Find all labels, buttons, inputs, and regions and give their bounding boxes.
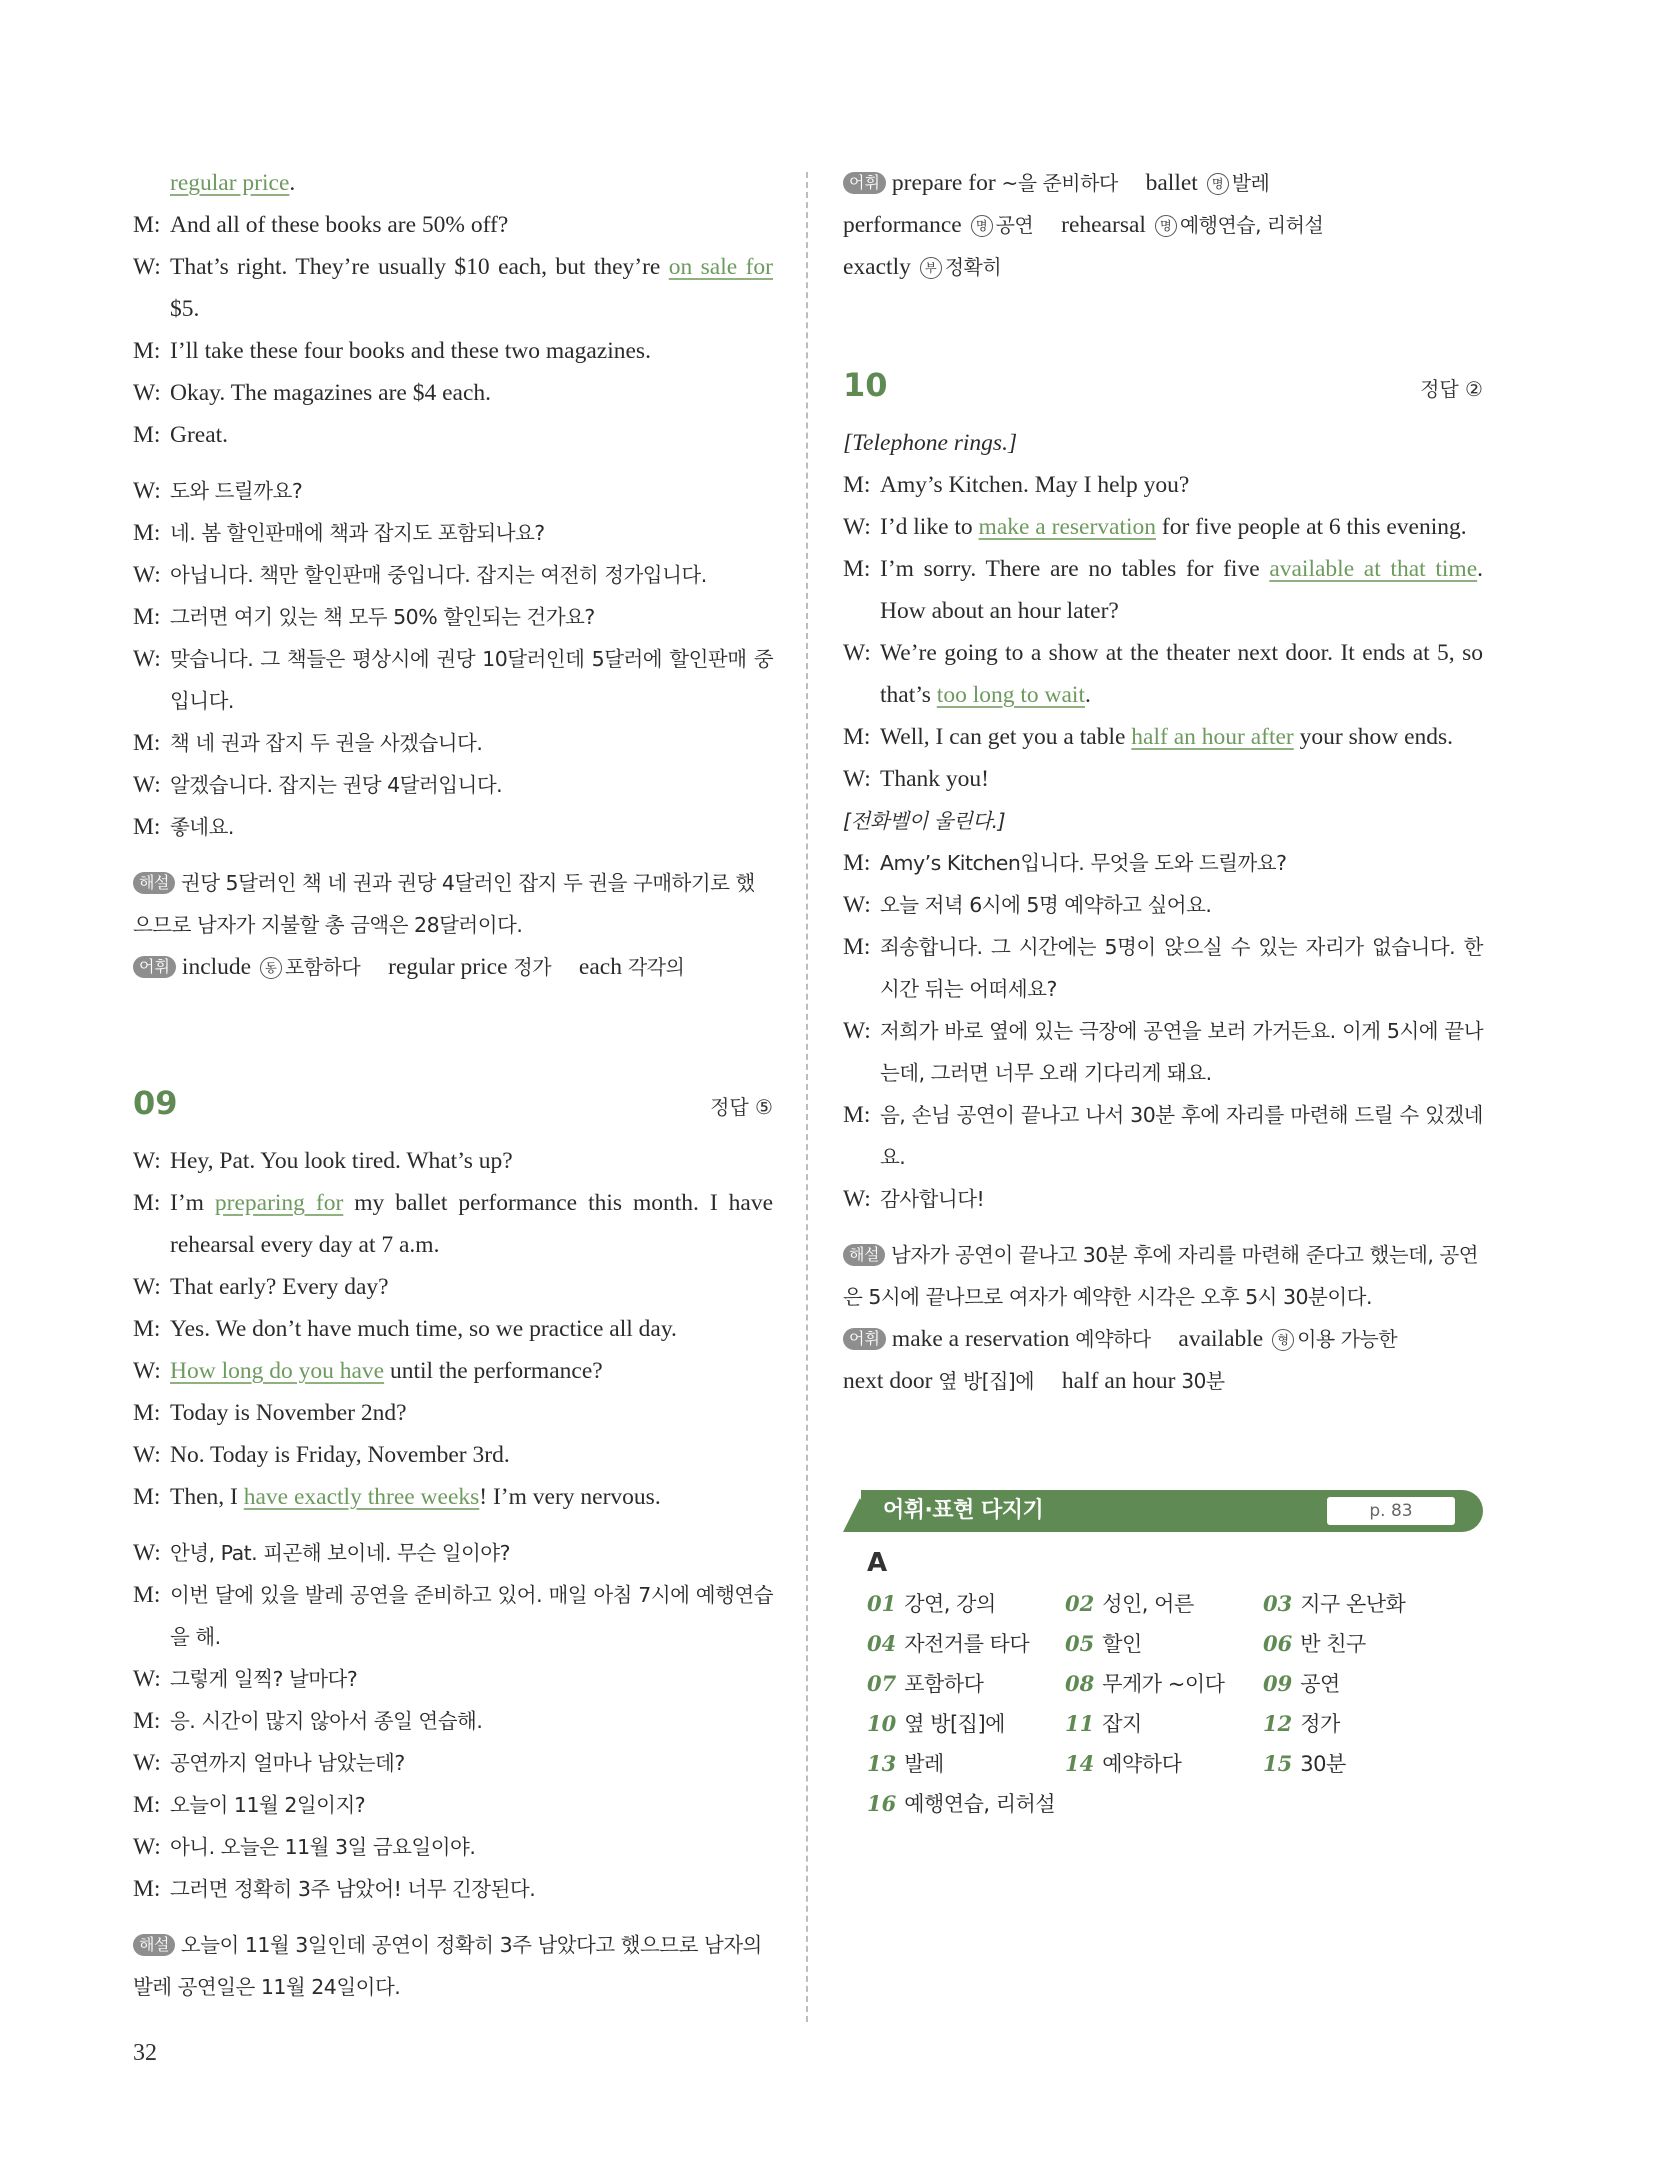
speaker-label: W: xyxy=(133,1750,161,1776)
speaker-label: W: xyxy=(843,1186,871,1212)
dialog-text xyxy=(170,330,773,372)
review-item-text: 지구 온난화 xyxy=(1300,1592,1406,1616)
text-run: until the performance? xyxy=(384,1358,603,1384)
speaker-label: M: xyxy=(133,1876,161,1902)
speaker-label xyxy=(133,162,170,204)
dialog-line xyxy=(843,1010,1483,1094)
text-run: I’m xyxy=(170,1190,215,1216)
review-item-number: 16 xyxy=(867,1791,897,1816)
dialog-text: 그렇게 일찍? 날마다? xyxy=(170,1667,358,1691)
review-item-text: 강연, 강의 xyxy=(904,1592,996,1616)
text-run: That early? Every day? xyxy=(170,1274,389,1300)
speaker-label: W: xyxy=(133,1274,161,1300)
review-item-text: 잡지 xyxy=(1102,1712,1142,1736)
speaker-label: W: xyxy=(843,766,871,792)
speaker-label: M: xyxy=(843,850,871,876)
speaker-label: M: xyxy=(133,814,161,840)
dialog-text: 감사합니다! xyxy=(880,1187,985,1211)
text-run: . xyxy=(1084,682,1091,708)
question-number: 10 xyxy=(843,366,888,404)
dialog-line xyxy=(133,806,773,848)
dialog-text: 이번 달에 있을 발레 공연을 준비하고 있어. 매일 아침 7시에 예행연습을 해. xyxy=(170,1583,773,1649)
page-number: 32 xyxy=(133,2040,157,2066)
dialog-line xyxy=(133,764,773,806)
key-phrase: available at that time xyxy=(1269,556,1478,582)
vocab-item xyxy=(1178,1326,1397,1352)
text-run: ! I’m very nervous. xyxy=(479,1484,661,1510)
dialog-text xyxy=(880,716,1483,758)
review-item-text: 포함하다 xyxy=(904,1672,984,1696)
speaker-label: M: xyxy=(843,1102,871,1128)
review-item-text: 정가 xyxy=(1300,1712,1340,1736)
dialog-text: Amy’s Kitchen입니다. 무엇을 도와 드릴까요? xyxy=(880,851,1287,875)
review-item-text: 공연 xyxy=(1300,1672,1340,1696)
vocabulary-tag: 어휘 xyxy=(843,172,886,194)
dialog-line xyxy=(133,1742,773,1784)
explanation-10: 해설 남자가 공연이 끝나고 30분 후에 자리를 마련해 준다고 했는데, 공연은 5시에 끝나므로 여자가 예약한 시각은 오후 5시 30분이다. xyxy=(843,1243,1479,1309)
vocab-meaning: 예행연습, 리허설 xyxy=(1179,213,1324,237)
dialog-text: 좋네요. xyxy=(170,815,234,839)
dialog-line xyxy=(133,1182,773,1266)
dialog-line xyxy=(133,414,773,456)
review-item xyxy=(867,1704,1065,1744)
dialog-text: 네. 봄 할인판매에 책과 잡지도 포함되나요? xyxy=(170,521,545,545)
right-column xyxy=(843,162,1483,1824)
vocab-meaning: 정가 xyxy=(513,955,552,979)
dialog-text: 그러면 여기 있는 책 모두 50% 할인되는 건가요? xyxy=(170,605,595,629)
dialog-line xyxy=(133,1350,773,1392)
speaker-label: W: xyxy=(133,380,161,406)
speaker-label: W: xyxy=(133,254,161,280)
text-run: Well, I can get you a table xyxy=(880,724,1132,750)
speaker-label: W: xyxy=(133,1834,161,1860)
review-item-number: 03 xyxy=(1263,1591,1293,1616)
vocab-meaning: 30분 xyxy=(1181,1369,1225,1393)
vocab-meaning: 공연 xyxy=(995,213,1034,237)
text-run: Great. xyxy=(170,422,229,448)
dialog-line xyxy=(133,372,773,414)
dialog-text xyxy=(170,246,773,330)
text-run: And all of these books are 50% off? xyxy=(170,212,509,238)
vocab-word: each xyxy=(578,954,628,980)
dialog-line xyxy=(133,162,773,204)
vocab-word: regular price xyxy=(388,954,514,980)
review-item-text: 옆 방[집]에 xyxy=(904,1712,1005,1736)
dialog-line xyxy=(133,1140,773,1182)
dialog-text: 그러면 정확히 3주 남았어! 너무 긴장된다. xyxy=(170,1877,536,1901)
key-phrase: on sale for xyxy=(668,254,774,280)
review-page-ref: p. 83 xyxy=(1327,1497,1455,1525)
explanation-top: 해설 권당 5달러인 책 네 권과 권당 4달러인 잡지 두 권을 구매하기로 했으므로 남자가 지불할 총 금액은 28달러이다. xyxy=(133,871,755,937)
review-item xyxy=(1065,1624,1263,1664)
review-item-number: 08 xyxy=(1065,1671,1095,1696)
dialog-line xyxy=(133,638,773,722)
review-item-number: 01 xyxy=(867,1591,897,1616)
speaker-label: M: xyxy=(133,1582,161,1608)
speaker-label: W: xyxy=(133,562,161,588)
dialog-line xyxy=(843,1094,1483,1178)
speaker-label: M: xyxy=(133,730,161,756)
speaker-label: M: xyxy=(133,1484,161,1510)
review-item-number: 14 xyxy=(1065,1751,1095,1776)
vocabulary-10 xyxy=(843,1318,1483,1402)
speaker-label: W: xyxy=(843,514,871,540)
dialog-line xyxy=(133,1476,773,1518)
dialog-line xyxy=(843,884,1483,926)
review-item xyxy=(867,1664,1065,1704)
review-item xyxy=(1263,1704,1483,1744)
text-run: Hey, Pat. You look tired. What’s up? xyxy=(170,1148,513,1174)
dialog-line xyxy=(843,464,1483,506)
dialog-text xyxy=(170,414,773,456)
key-phrase: half an hour after xyxy=(1131,724,1294,750)
speaker-label: M: xyxy=(843,934,871,960)
answer-label: 정답 ② xyxy=(1420,377,1483,401)
text-run: I’ll take these four books and these two magazines. xyxy=(170,338,651,364)
speaker-label: M: xyxy=(133,604,161,630)
dialog-text: 오늘 저녁 6시에 5명 예약하고 싶어요. xyxy=(880,893,1212,917)
review-title: 어휘·표현 다지기 xyxy=(883,1498,1044,1523)
key-phrase: too long to wait xyxy=(936,682,1085,708)
review-item-text: 예행연습, 리허설 xyxy=(904,1792,1056,1816)
review-item xyxy=(1263,1744,1483,1784)
vocabulary-top xyxy=(133,946,773,988)
review-item-number: 04 xyxy=(867,1631,897,1656)
dialog-text: 응. 시간이 많지 않아서 종일 연습해. xyxy=(170,1709,483,1733)
review-item xyxy=(1065,1584,1263,1624)
question-10-header xyxy=(843,366,1483,422)
dialog-line xyxy=(133,596,773,638)
speaker-label: W: xyxy=(843,892,871,918)
dialog-line xyxy=(133,1308,773,1350)
dialog-text: 아니. 오늘은 11월 3일 금요일이야. xyxy=(170,1835,476,1859)
vocab-meaning: 각각의 xyxy=(627,955,685,979)
review-item-number: 02 xyxy=(1065,1591,1095,1616)
dialog-text: 맞습니다. 그 책들은 평상시에 권당 10달러인데 5달러에 할인판매 중입니다. xyxy=(170,647,773,713)
dialog-text: 아닙니다. 책만 할인판매 중입니다. 잡지는 여전히 정가입니다. xyxy=(170,563,707,587)
dialog-line xyxy=(133,1434,773,1476)
dialog-english-top xyxy=(133,162,773,456)
vocabulary-09 xyxy=(843,162,1483,288)
speaker-label: W: xyxy=(133,1358,161,1384)
dialog-line xyxy=(843,758,1483,800)
explanation-tag: 해설 xyxy=(133,1934,175,1956)
dialog-line xyxy=(133,1532,773,1574)
vocab-word: available xyxy=(1178,1326,1270,1352)
key-phrase: preparing for xyxy=(214,1190,344,1216)
vocab-word: make a reservation xyxy=(891,1326,1076,1352)
explanation-tag: 해설 xyxy=(133,872,175,894)
dialog-line xyxy=(843,548,1483,632)
speaker-label: M: xyxy=(843,472,871,498)
review-item xyxy=(1065,1704,1263,1744)
dialog-text: 공연까지 얼마나 남았는데? xyxy=(170,1751,405,1775)
text-run: Okay. The magazines are $4 each. xyxy=(170,380,492,406)
dialog-line xyxy=(843,1178,1483,1220)
dialog-text xyxy=(170,162,773,204)
vocab-meaning: 옆 방[집]에 xyxy=(938,1369,1035,1393)
dialog-text: 죄송합니다. 그 시간에는 5명이 앉으실 수 있는 자리가 없습니다. 한 시간 뒤는 어떠세요? xyxy=(880,935,1483,1001)
vocab-item xyxy=(892,1326,1151,1352)
vocabulary-tag: 어휘 xyxy=(843,1328,886,1350)
dialog-text: 알겠습니다. 잡지는 권당 4달러입니다. xyxy=(170,773,503,797)
speaker-label: W: xyxy=(133,1442,161,1468)
vocab-item xyxy=(843,212,1033,238)
review-item-text: 성인, 어른 xyxy=(1102,1592,1194,1616)
dialog-text xyxy=(170,1434,773,1476)
speaker-label: M: xyxy=(843,724,871,750)
text-run: Yes. We don’t have much time, so we practice all day. xyxy=(170,1316,677,1342)
vocab-word: include xyxy=(181,954,257,980)
dialog-text: 음, 손님 공연이 끝나고 나서 30분 후에 자리를 마련해 드릴 수 있겠네요. xyxy=(880,1103,1483,1169)
part-of-speech-icon: 명 xyxy=(1207,173,1229,195)
review-item-text: 자전거를 타다 xyxy=(904,1632,1030,1656)
vocab-item xyxy=(843,1368,1034,1394)
vocab-meaning: 포함하다 xyxy=(284,955,361,979)
stage-direction-korean: [전화벨이 울린다.] xyxy=(843,809,1006,833)
dialog-line xyxy=(843,716,1483,758)
review-item xyxy=(1065,1664,1263,1704)
review-item-number: 13 xyxy=(867,1751,897,1776)
part-of-speech-icon: 형 xyxy=(1272,1329,1294,1351)
review-item-number: 10 xyxy=(867,1711,897,1736)
review-item-text: 할인 xyxy=(1102,1632,1142,1656)
review-item xyxy=(1263,1584,1483,1624)
vocab-item xyxy=(388,954,551,980)
vocab-word: next door xyxy=(843,1368,939,1394)
dialog-line xyxy=(133,330,773,372)
dialog-line xyxy=(133,722,773,764)
dialog-korean-top xyxy=(133,470,773,848)
dialog-line xyxy=(843,632,1483,716)
vocab-meaning: 발레 xyxy=(1231,171,1270,195)
speaker-label: M: xyxy=(133,1400,161,1426)
vocab-word: exactly xyxy=(843,254,917,280)
dialog-text xyxy=(170,1140,773,1182)
dialog-english-09 xyxy=(133,1140,773,1518)
dialog-text xyxy=(170,1266,773,1308)
dialog-line xyxy=(133,554,773,596)
text-run: your show ends. xyxy=(1293,724,1454,750)
dialog-text xyxy=(170,1308,773,1350)
review-item xyxy=(1065,1744,1263,1784)
review-item-number: 11 xyxy=(1065,1711,1095,1736)
key-phrase: make a reservation xyxy=(978,514,1157,540)
text-run: I’d like to xyxy=(880,514,979,540)
review-banner xyxy=(843,1490,1483,1532)
vocab-word: prepare for xyxy=(891,170,1002,196)
dialog-korean-09 xyxy=(133,1532,773,1910)
dialog-text xyxy=(170,1350,773,1392)
review-item-text: 무게가 ~이다 xyxy=(1102,1672,1225,1696)
review-item-number: 05 xyxy=(1065,1631,1095,1656)
text-run: We’re going to a show at the theater next door. It ends at 5, so that’s xyxy=(880,640,1483,708)
review-item xyxy=(1263,1664,1483,1704)
text-run: No. Today is Friday, November 3rd. xyxy=(170,1442,510,1468)
dialog-text: 안녕, Pat. 피곤해 보이네. 무슨 일이야? xyxy=(170,1541,510,1565)
vocab-meaning: 예약하다 xyxy=(1075,1327,1151,1351)
dialog-text xyxy=(170,1392,773,1434)
text-run: Thank you! xyxy=(880,766,989,792)
speaker-label: W: xyxy=(843,1018,871,1044)
dialog-line xyxy=(133,1868,773,1910)
speaker-label: W: xyxy=(133,1148,161,1174)
speaker-label: M: xyxy=(133,212,161,238)
speaker-label: M: xyxy=(133,1792,161,1818)
dialog-text xyxy=(880,632,1483,716)
vocab-meaning: 이용 가능한 xyxy=(1297,1327,1398,1351)
review-item-number: 12 xyxy=(1263,1711,1293,1736)
text-run: my ballet performance this month. I have rehearsal every day at 7 a.m. xyxy=(170,1190,773,1258)
vocabulary-tag: 어휘 xyxy=(133,956,176,978)
speaker-label: W: xyxy=(133,1666,161,1692)
vocab-word: half an hour xyxy=(1061,1368,1182,1394)
review-item xyxy=(1263,1624,1483,1664)
dialog-line xyxy=(133,1784,773,1826)
speaker-label: W: xyxy=(133,478,161,504)
speaker-label: M: xyxy=(133,1190,161,1216)
text-run: Today is November 2nd? xyxy=(170,1400,407,1426)
vocab-meaning: ~을 준비하다 xyxy=(1001,171,1118,195)
dialog-text: 오늘이 11월 2일이지? xyxy=(170,1793,366,1817)
vocab-item xyxy=(1146,170,1270,196)
dialog-line xyxy=(843,842,1483,884)
review-item xyxy=(867,1744,1065,1784)
vocab-item xyxy=(843,254,1001,280)
vocab-item xyxy=(892,170,1118,196)
review-item xyxy=(867,1784,1065,1824)
dialog-text xyxy=(170,372,773,414)
text-run: . How about an hour later? xyxy=(880,556,1483,624)
dialog-text xyxy=(170,1476,773,1518)
review-answer-grid xyxy=(867,1584,1483,1824)
review-item-text: 30분 xyxy=(1300,1752,1346,1776)
speaker-label: W: xyxy=(133,646,161,672)
review-item-number: 06 xyxy=(1263,1631,1293,1656)
dialog-line xyxy=(133,246,773,330)
dialog-line xyxy=(843,506,1483,548)
dialog-korean-10 xyxy=(843,842,1483,1220)
speaker-label: M: xyxy=(843,556,871,582)
review-item-number: 07 xyxy=(867,1671,897,1696)
dialog-text xyxy=(880,758,1483,800)
speaker-label: M: xyxy=(133,422,161,448)
dialog-line xyxy=(133,1266,773,1308)
dialog-text xyxy=(170,1182,773,1266)
text-run: Then, I xyxy=(170,1484,244,1510)
answer-label: 정답 ⑤ xyxy=(710,1095,773,1119)
review-item xyxy=(867,1584,1065,1624)
key-phrase: regular price xyxy=(170,170,290,196)
dialog-line xyxy=(133,470,773,512)
vocab-word: performance xyxy=(843,212,968,238)
dialog-text: 도와 드릴까요? xyxy=(170,479,303,503)
speaker-label: M: xyxy=(133,1316,161,1342)
dialog-text xyxy=(880,464,1483,506)
key-phrase: How long do you have xyxy=(170,1358,385,1384)
speaker-label: M: xyxy=(133,520,161,546)
dialog-line xyxy=(843,926,1483,1010)
part-of-speech-icon: 동 xyxy=(260,957,282,979)
text-run: That’s right. They’re usually $10 each, but they’re xyxy=(170,254,669,280)
dialog-line xyxy=(133,1574,773,1658)
vocab-item xyxy=(579,954,684,980)
stage-direction-english: [Telephone rings.] xyxy=(843,430,1018,456)
vocab-meaning: 정확히 xyxy=(944,255,1002,279)
question-09-header xyxy=(133,1084,773,1140)
review-item xyxy=(867,1624,1065,1664)
dialog-line xyxy=(133,512,773,554)
speaker-label: W: xyxy=(133,1540,161,1566)
part-of-speech-icon: 명 xyxy=(1155,215,1177,237)
dialog-text xyxy=(880,548,1483,632)
dialog-text xyxy=(880,506,1483,548)
dialog-text: 저희가 바로 옆에 있는 극장에 공연을 보러 가거든요. 이게 5시에 끝나는데, 그러면 너무 오래 기다리게 돼요. xyxy=(880,1019,1483,1085)
key-phrase: have exactly three weeks xyxy=(243,1484,480,1510)
column-divider xyxy=(806,172,808,2022)
left-column xyxy=(133,162,773,2008)
vocab-word: rehearsal xyxy=(1061,212,1152,238)
dialog-line xyxy=(133,1826,773,1868)
dialog-text xyxy=(170,204,773,246)
text-run: . xyxy=(289,170,296,196)
vocab-word: ballet xyxy=(1145,170,1204,196)
dialog-line xyxy=(133,1700,773,1742)
review-section-label: A xyxy=(867,1548,888,1578)
text-run: $5. xyxy=(170,296,200,322)
dialog-line xyxy=(133,1658,773,1700)
part-of-speech-icon: 부 xyxy=(920,257,942,279)
vocab-item xyxy=(1061,212,1323,238)
text-run: for five people at 6 this evening. xyxy=(1156,514,1467,540)
text-run: Amy’s Kitchen. May I help you? xyxy=(880,472,1190,498)
part-of-speech-icon: 명 xyxy=(971,215,993,237)
review-item-text: 예약하다 xyxy=(1102,1752,1182,1776)
review-item-number: 09 xyxy=(1263,1671,1293,1696)
review-item-number: 15 xyxy=(1263,1751,1293,1776)
speaker-label: W: xyxy=(843,640,871,666)
dialog-line xyxy=(133,204,773,246)
text-run: I’m sorry. There are no tables for five xyxy=(880,556,1270,582)
review-item-text: 발레 xyxy=(904,1752,944,1776)
dialog-text: 책 네 권과 잡지 두 권을 사겠습니다. xyxy=(170,731,483,755)
speaker-label: M: xyxy=(133,338,161,364)
speaker-label: W: xyxy=(133,772,161,798)
question-number: 09 xyxy=(133,1084,178,1122)
explanation-tag: 해설 xyxy=(843,1244,885,1266)
vocab-item xyxy=(1062,1368,1225,1394)
dialog-line xyxy=(133,1392,773,1434)
dialog-english-10 xyxy=(843,464,1483,800)
explanation-09: 해설 오늘이 11월 3일인데 공연이 정확히 3주 남았다고 했으므로 남자의 발레 공연일은 11월 24일이다. xyxy=(133,1933,762,1999)
vocab-item xyxy=(182,954,360,980)
speaker-label: M: xyxy=(133,1708,161,1734)
review-item-text: 반 친구 xyxy=(1300,1632,1366,1656)
